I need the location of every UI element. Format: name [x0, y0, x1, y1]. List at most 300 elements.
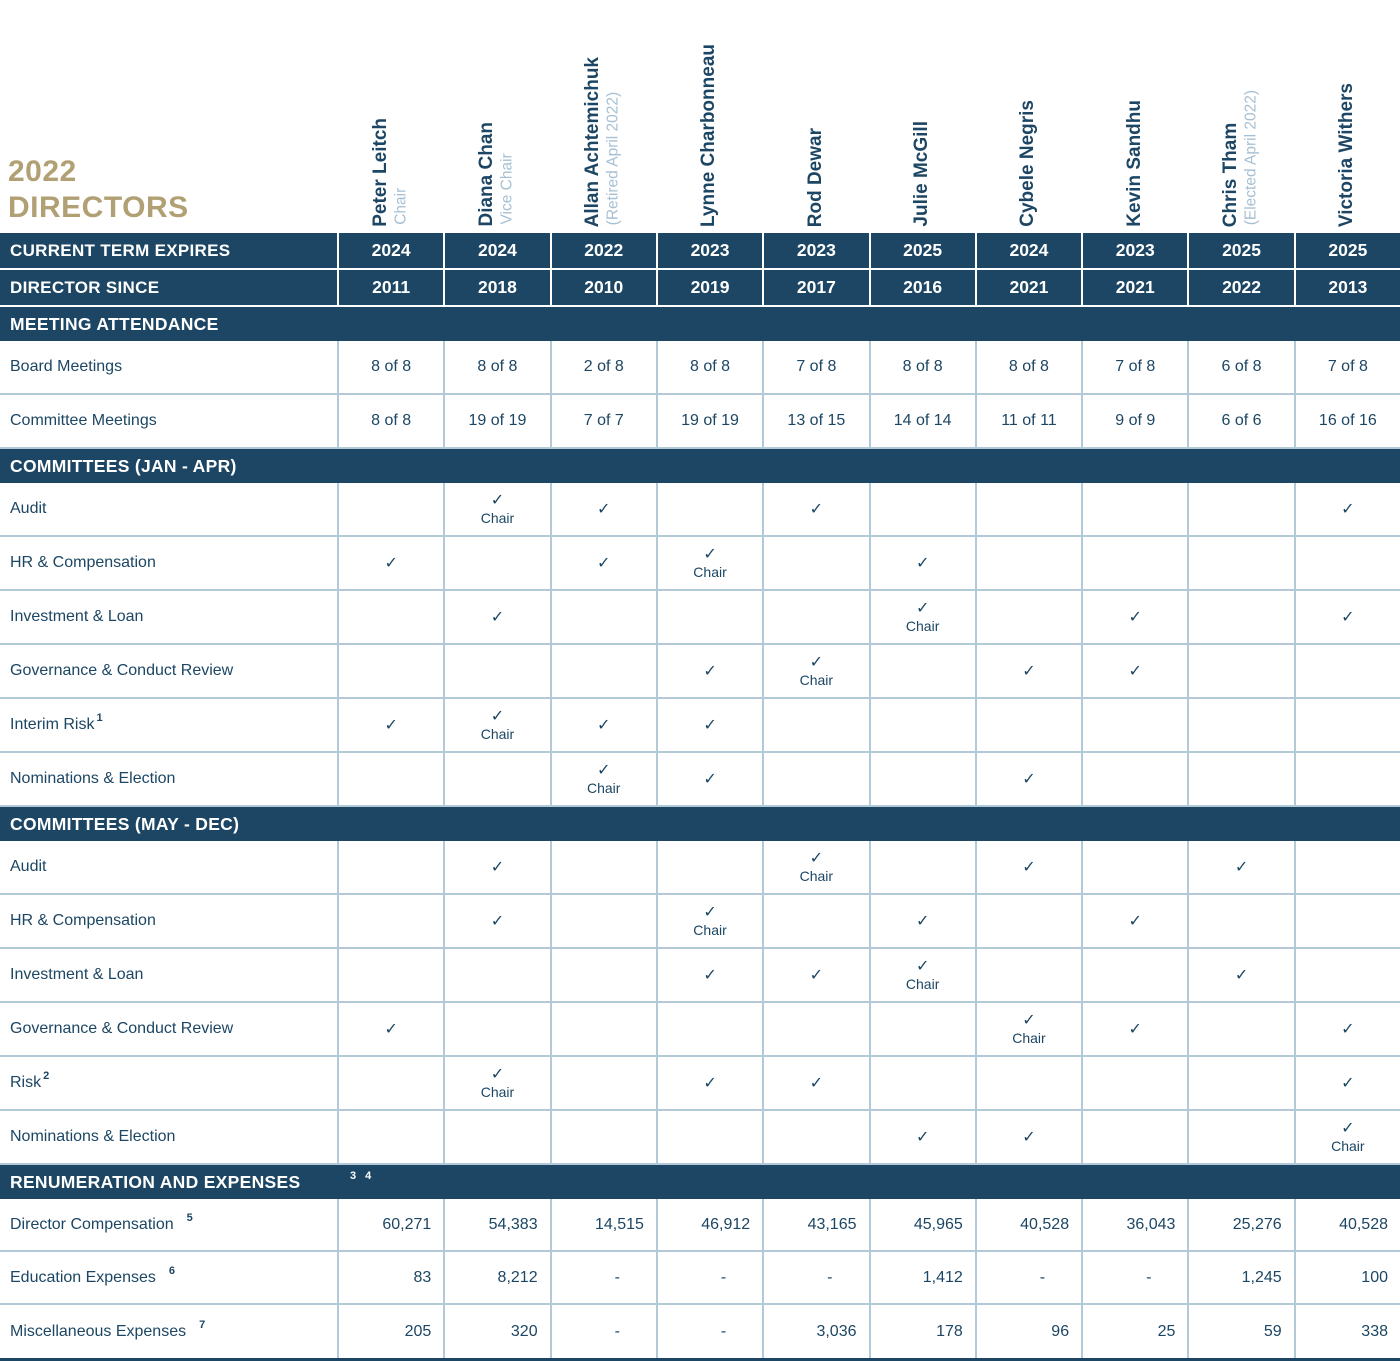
amount-cell: 178 — [869, 1305, 975, 1358]
attendance-cell: 19 of 19 — [443, 395, 549, 447]
chair-label: Chair — [587, 779, 621, 796]
chair-label: Chair — [1331, 1137, 1365, 1154]
rotated-name-block — [698, 44, 719, 227]
check-icon: ✓ — [597, 715, 611, 734]
committee-cell — [337, 1003, 443, 1055]
committee-cell — [762, 1057, 868, 1109]
committee-cell — [975, 1003, 1081, 1055]
committee-cell — [337, 1111, 443, 1163]
check-icon: ✓ — [1022, 769, 1036, 788]
director-column-header-allan-achtemichuk — [550, 0, 656, 233]
committee-cell — [1294, 699, 1400, 751]
row-label — [0, 591, 337, 643]
committee-cell — [762, 591, 868, 643]
director-column-header-kevin-sandhu — [1081, 0, 1187, 233]
committee-cell — [1081, 591, 1187, 643]
year-cell: 2022 — [550, 233, 656, 268]
row-label — [0, 753, 337, 805]
committee-cell — [1187, 1057, 1293, 1109]
committee-cell — [1294, 895, 1400, 947]
check-icon: ✓ — [1022, 661, 1036, 680]
section-footnote-refs: 3 4 — [350, 1170, 375, 1182]
check-icon: ✓ — [597, 553, 611, 572]
row-label-text: Education Expenses — [10, 1268, 156, 1286]
check-icon: ✓ — [490, 911, 505, 930]
report-title — [8, 154, 189, 227]
committee-cell — [975, 699, 1081, 751]
attendance-cell: 19 of 19 — [656, 395, 762, 447]
committee-cell — [1187, 645, 1293, 697]
row-label — [0, 699, 337, 751]
check-icon: ✓ — [703, 1073, 717, 1092]
check-icon: ✓ — [490, 705, 505, 725]
committee-cell — [443, 949, 549, 1001]
committee-cell — [1081, 841, 1187, 893]
committee-cell — [869, 483, 975, 535]
row-label: CURRENT TERM EXPIRES — [10, 240, 231, 260]
committee-cell — [1294, 1057, 1400, 1109]
row-director-compensation — [0, 1199, 1400, 1252]
attendance-cell: 7 of 8 — [762, 341, 868, 393]
year-cell: 2025 — [869, 233, 975, 268]
committee-cell — [975, 537, 1081, 589]
section-header-meeting-attendance — [0, 307, 1400, 341]
check-icon: ✓ — [490, 489, 505, 509]
footnote-ref: 7 — [199, 1318, 206, 1331]
committee-cell — [443, 699, 549, 751]
director-name: Chris Tham — [1220, 122, 1242, 227]
amount-cell: 59 — [1187, 1305, 1293, 1358]
amount-cell: 54,383 — [443, 1199, 549, 1250]
chair-label: Chair — [480, 509, 515, 526]
rotated-name-block — [582, 57, 623, 227]
year-cell: 2016 — [869, 270, 975, 305]
attendance-cell: 14 of 14 — [869, 395, 975, 447]
row-committee-meetings — [0, 395, 1400, 449]
director-column-header-victoria-withers — [1294, 0, 1400, 233]
row-label-text: Governance & Conduct Review — [10, 1020, 234, 1037]
director-column-header-cybele-negris — [975, 0, 1081, 233]
row-label — [0, 1199, 337, 1250]
committee-cell — [550, 949, 656, 1001]
committee-cell — [1294, 949, 1400, 1001]
committee-cell — [1081, 1111, 1187, 1163]
committee-cell — [656, 753, 762, 805]
committee-cell — [1187, 699, 1293, 751]
committee-cell — [656, 1057, 762, 1109]
committee-cell — [550, 537, 656, 589]
check-icon: ✓ — [703, 769, 717, 788]
committee-cell — [443, 537, 549, 589]
year-cell: 2013 — [1294, 270, 1400, 305]
amount-cell: 1,245 — [1187, 1252, 1293, 1303]
check-icon: ✓ — [1128, 911, 1142, 930]
committee-cell — [1294, 645, 1400, 697]
rotated-name-block — [476, 122, 517, 227]
committee-cell — [1294, 537, 1400, 589]
row-nominations-election — [0, 1111, 1400, 1165]
amount-cell: - — [550, 1252, 656, 1303]
director-name: Lynne Charbonneau — [698, 44, 720, 227]
check-icon: ✓ — [1341, 499, 1355, 518]
committee-cell — [1081, 1003, 1187, 1055]
committee-cell — [337, 949, 443, 1001]
attendance-cell: 8 of 8 — [975, 341, 1081, 393]
check-icon: ✓ — [1234, 857, 1249, 876]
committee-cell — [656, 1111, 762, 1163]
row-label — [0, 1305, 337, 1358]
row-label-text: Audit — [10, 500, 47, 517]
check-icon: ✓ — [1341, 1073, 1355, 1092]
attendance-cell: 7 of 8 — [1294, 341, 1400, 393]
committee-cell — [869, 1057, 975, 1109]
committee-cell — [443, 645, 549, 697]
rotated-name-block — [370, 118, 411, 227]
attendance-cell: 6 of 8 — [1187, 341, 1293, 393]
year-cell: 2021 — [1081, 270, 1187, 305]
amount-cell: - — [656, 1305, 762, 1358]
committee-cell — [443, 483, 549, 535]
rotated-name-block — [1220, 90, 1261, 227]
row-label-text: Board Meetings — [10, 358, 123, 375]
committee-cell — [1081, 753, 1187, 805]
check-icon: ✓ — [1341, 1117, 1355, 1137]
attendance-cell: 8 of 8 — [443, 341, 549, 393]
row-hr-compensation — [0, 895, 1400, 949]
row-investment-loan — [0, 591, 1400, 645]
committee-cell — [1081, 483, 1187, 535]
amount-cell: 320 — [443, 1305, 549, 1358]
check-icon: ✓ — [1234, 965, 1249, 984]
year-cell: 2019 — [656, 270, 762, 305]
committee-cell — [1081, 699, 1187, 751]
row-label-text: Investment & Loan — [10, 966, 144, 983]
committee-cell — [1294, 591, 1400, 643]
attendance-cell: 6 of 6 — [1187, 395, 1293, 447]
check-icon: ✓ — [703, 661, 717, 680]
row-governance-conduct-review — [0, 1003, 1400, 1057]
committee-cell — [869, 753, 975, 805]
committee-cell — [869, 1003, 975, 1055]
check-icon: ✓ — [1341, 607, 1355, 626]
footnote-ref: 1 — [96, 712, 103, 724]
attendance-cell: 8 of 8 — [337, 341, 443, 393]
check-icon: ✓ — [1022, 857, 1036, 876]
committee-cell — [1187, 483, 1293, 535]
check-icon: ✓ — [597, 759, 611, 779]
row-label-text: Investment & Loan — [10, 608, 144, 625]
director-column-header-rod-dewar — [762, 0, 868, 233]
director-name: Julie McGill — [911, 121, 933, 227]
committee-cell — [550, 483, 656, 535]
check-icon: ✓ — [384, 553, 398, 572]
section-title: COMMITTEES (MAY - DEC) — [10, 813, 240, 834]
check-icon: ✓ — [1128, 1019, 1142, 1038]
check-icon: ✓ — [1128, 607, 1142, 626]
amount-cell: 40,528 — [975, 1199, 1081, 1250]
amount-cell: 100 — [1294, 1252, 1400, 1303]
committee-cell — [656, 1003, 762, 1055]
committee-cell — [550, 1057, 656, 1109]
check-icon: ✓ — [1022, 1009, 1036, 1029]
row-investment-loan — [0, 949, 1400, 1003]
amount-cell: 205 — [337, 1305, 443, 1358]
rotated-name-block — [911, 121, 932, 227]
row-label — [0, 949, 337, 1001]
check-icon: ✓ — [915, 911, 930, 930]
row-board-meetings — [0, 341, 1400, 395]
amount-cell: 36,043 — [1081, 1199, 1187, 1250]
director-name: Rod Dewar — [804, 127, 826, 227]
row-current-term-expires — [0, 233, 1400, 270]
committee-cell — [762, 841, 868, 893]
committee-cell — [1081, 949, 1187, 1001]
committee-cell — [1294, 483, 1400, 535]
chair-label: Chair — [480, 725, 515, 742]
committee-cell — [869, 537, 975, 589]
check-icon: ✓ — [809, 651, 824, 671]
table-body — [0, 233, 1400, 1358]
check-icon: ✓ — [915, 955, 930, 975]
check-icon: ✓ — [915, 1127, 930, 1146]
row-label: DIRECTOR SINCE — [10, 277, 160, 297]
committee-cell — [762, 1111, 868, 1163]
attendance-cell: 8 of 8 — [869, 341, 975, 393]
committee-cell — [869, 645, 975, 697]
row-label — [0, 341, 337, 393]
row-label-text: Audit — [10, 858, 47, 875]
year-cell: 2011 — [337, 270, 443, 305]
year-cell: 2025 — [1294, 233, 1400, 268]
committee-cell — [656, 537, 762, 589]
chair-label: Chair — [799, 867, 834, 884]
attendance-cell: 2 of 8 — [550, 341, 656, 393]
row-label — [0, 1252, 337, 1303]
committee-cell — [1187, 1003, 1293, 1055]
committee-cell — [656, 483, 762, 535]
committee-cell — [337, 841, 443, 893]
year-cell: 2023 — [656, 233, 762, 268]
amount-cell: 46,912 — [656, 1199, 762, 1250]
row-risk — [0, 1057, 1400, 1111]
committee-cell — [762, 537, 868, 589]
director-name: Allan Achtemichuk — [582, 56, 604, 227]
committee-cell — [762, 645, 868, 697]
amount-cell: 8,212 — [443, 1252, 549, 1303]
committee-cell — [975, 841, 1081, 893]
row-director-since — [0, 270, 1400, 307]
committee-cell — [1187, 895, 1293, 947]
year-cell: 2024 — [337, 233, 443, 268]
committee-cell — [975, 895, 1081, 947]
row-label-text: Interim Risk — [10, 716, 95, 733]
year-cell: 2022 — [1187, 270, 1293, 305]
row-governance-conduct-review — [0, 645, 1400, 699]
attendance-cell: 16 of 16 — [1294, 395, 1400, 447]
section-title: RENUMERATION AND EXPENSES — [10, 1171, 301, 1192]
year-cell: 2010 — [550, 270, 656, 305]
amount-cell: - — [1081, 1252, 1187, 1303]
row-hr-compensation — [0, 537, 1400, 591]
year-cell: 2024 — [975, 233, 1081, 268]
chair-label: Chair — [480, 1083, 515, 1100]
committee-cell — [337, 483, 443, 535]
committee-cell — [1187, 1111, 1293, 1163]
rotated-name-block — [1124, 100, 1145, 227]
check-icon: ✓ — [703, 901, 717, 921]
amount-cell: 96 — [975, 1305, 1081, 1358]
committee-cell — [443, 841, 549, 893]
amount-cell: 1,412 — [869, 1252, 975, 1303]
amount-cell: 83 — [337, 1252, 443, 1303]
check-icon: ✓ — [384, 715, 398, 734]
committee-cell — [975, 1111, 1081, 1163]
chair-label: Chair — [693, 563, 727, 580]
attendance-cell: 8 of 8 — [656, 341, 762, 393]
committee-cell — [1294, 1003, 1400, 1055]
committee-cell — [762, 1003, 868, 1055]
row-label — [0, 645, 337, 697]
director-column-header-chris-tham — [1187, 0, 1293, 233]
director-column-header-lynne-charbonneau — [656, 0, 762, 233]
amount-cell: - — [656, 1252, 762, 1303]
committee-cell — [762, 699, 868, 751]
chair-label: Chair — [905, 975, 940, 992]
check-icon: ✓ — [490, 857, 505, 876]
row-label — [0, 1057, 337, 1109]
amount-cell: 25 — [1081, 1305, 1187, 1358]
committee-cell — [443, 1003, 549, 1055]
committee-cell — [337, 645, 443, 697]
committee-cell — [869, 841, 975, 893]
committee-cell — [1294, 753, 1400, 805]
director-role: (Elected April 2022) — [1242, 89, 1260, 225]
committee-cell — [550, 753, 656, 805]
attendance-cell: 9 of 9 — [1081, 395, 1187, 447]
director-column-header-diana-chan — [443, 0, 549, 233]
row-label-text: Nominations & Election — [10, 1128, 176, 1145]
section-header-renumeration-and-expenses — [0, 1165, 1400, 1199]
committee-cell — [443, 1057, 549, 1109]
attendance-cell: 11 of 11 — [975, 395, 1081, 447]
director-role: (Retired April 2022) — [604, 91, 622, 225]
attendance-cell: 7 of 8 — [1081, 341, 1187, 393]
row-label — [0, 1003, 337, 1055]
committee-cell — [1294, 1111, 1400, 1163]
year-cell: 2024 — [443, 233, 549, 268]
committee-cell — [550, 1111, 656, 1163]
chair-label: Chair — [905, 617, 940, 634]
committee-cell — [337, 753, 443, 805]
committee-cell — [337, 895, 443, 947]
committee-cell — [762, 483, 868, 535]
director-name: Peter Leitch — [369, 118, 391, 227]
amount-cell: 338 — [1294, 1305, 1400, 1358]
director-name: Diana Chan — [476, 122, 498, 227]
check-icon: ✓ — [1341, 1019, 1355, 1038]
committee-cell — [1187, 537, 1293, 589]
year-cell: 2023 — [1081, 233, 1187, 268]
table-header — [0, 0, 1400, 233]
row-label — [0, 483, 337, 535]
director-name: Victoria Withers — [1336, 82, 1358, 227]
director-column-header-julie-mcgill — [869, 0, 975, 233]
row-label — [0, 1111, 337, 1163]
row-education-expenses — [0, 1252, 1400, 1305]
row-interim-risk — [0, 699, 1400, 753]
check-icon: ✓ — [703, 543, 717, 563]
check-icon: ✓ — [597, 499, 611, 518]
committee-cell — [550, 591, 656, 643]
check-icon: ✓ — [384, 1019, 398, 1038]
committee-cell — [337, 537, 443, 589]
chair-label: Chair — [693, 921, 727, 938]
director-column-header-peter-leitch — [337, 0, 443, 233]
committee-cell — [656, 699, 762, 751]
director-name: Cybele Negris — [1017, 100, 1039, 227]
chair-label: Chair — [1012, 1029, 1046, 1046]
check-icon: ✓ — [703, 965, 717, 984]
section-header-committees-jan-apr — [0, 449, 1400, 483]
check-icon: ✓ — [1128, 661, 1142, 680]
committee-cell — [337, 591, 443, 643]
committee-cell — [762, 753, 868, 805]
title-word: DIRECTORS — [8, 191, 189, 225]
attendance-cell: 13 of 15 — [762, 395, 868, 447]
check-icon: ✓ — [1022, 1127, 1036, 1146]
committee-cell — [975, 645, 1081, 697]
amount-cell: - — [550, 1305, 656, 1358]
section-header-committees-may-dec — [0, 807, 1400, 841]
year-cell: 2023 — [762, 233, 868, 268]
committee-cell — [656, 895, 762, 947]
title-year: 2022 — [8, 154, 77, 188]
director-name: Kevin Sandhu — [1123, 100, 1145, 227]
row-label-text: HR & Compensation — [10, 912, 156, 929]
title-cell — [0, 0, 337, 233]
committee-cell — [869, 949, 975, 1001]
committee-cell — [762, 949, 868, 1001]
check-icon: ✓ — [809, 499, 824, 518]
committee-cell — [656, 841, 762, 893]
row-label-text: Nominations & Election — [10, 770, 176, 787]
committee-cell — [1187, 591, 1293, 643]
check-icon: ✓ — [915, 553, 930, 572]
check-icon: ✓ — [490, 607, 505, 626]
committee-cell — [337, 1057, 443, 1109]
row-label — [0, 537, 337, 589]
check-icon: ✓ — [703, 715, 717, 734]
row-label — [0, 841, 337, 893]
section-title: COMMITTEES (JAN - APR) — [10, 455, 237, 476]
amount-cell: - — [762, 1252, 868, 1303]
committee-cell — [1081, 895, 1187, 947]
director-role: Chair — [392, 187, 410, 225]
check-icon: ✓ — [809, 1073, 824, 1092]
committee-cell — [869, 895, 975, 947]
committee-cell — [1081, 645, 1187, 697]
footnote-ref: 5 — [186, 1211, 193, 1224]
committee-cell — [1081, 1057, 1187, 1109]
committee-cell — [1187, 841, 1293, 893]
committee-cell — [443, 895, 549, 947]
chair-label: Chair — [799, 671, 834, 688]
rotated-name-block — [1336, 83, 1357, 227]
committee-cell — [443, 591, 549, 643]
footnote-ref: 6 — [168, 1264, 175, 1277]
committee-cell — [1294, 841, 1400, 893]
committee-cell — [869, 1111, 975, 1163]
